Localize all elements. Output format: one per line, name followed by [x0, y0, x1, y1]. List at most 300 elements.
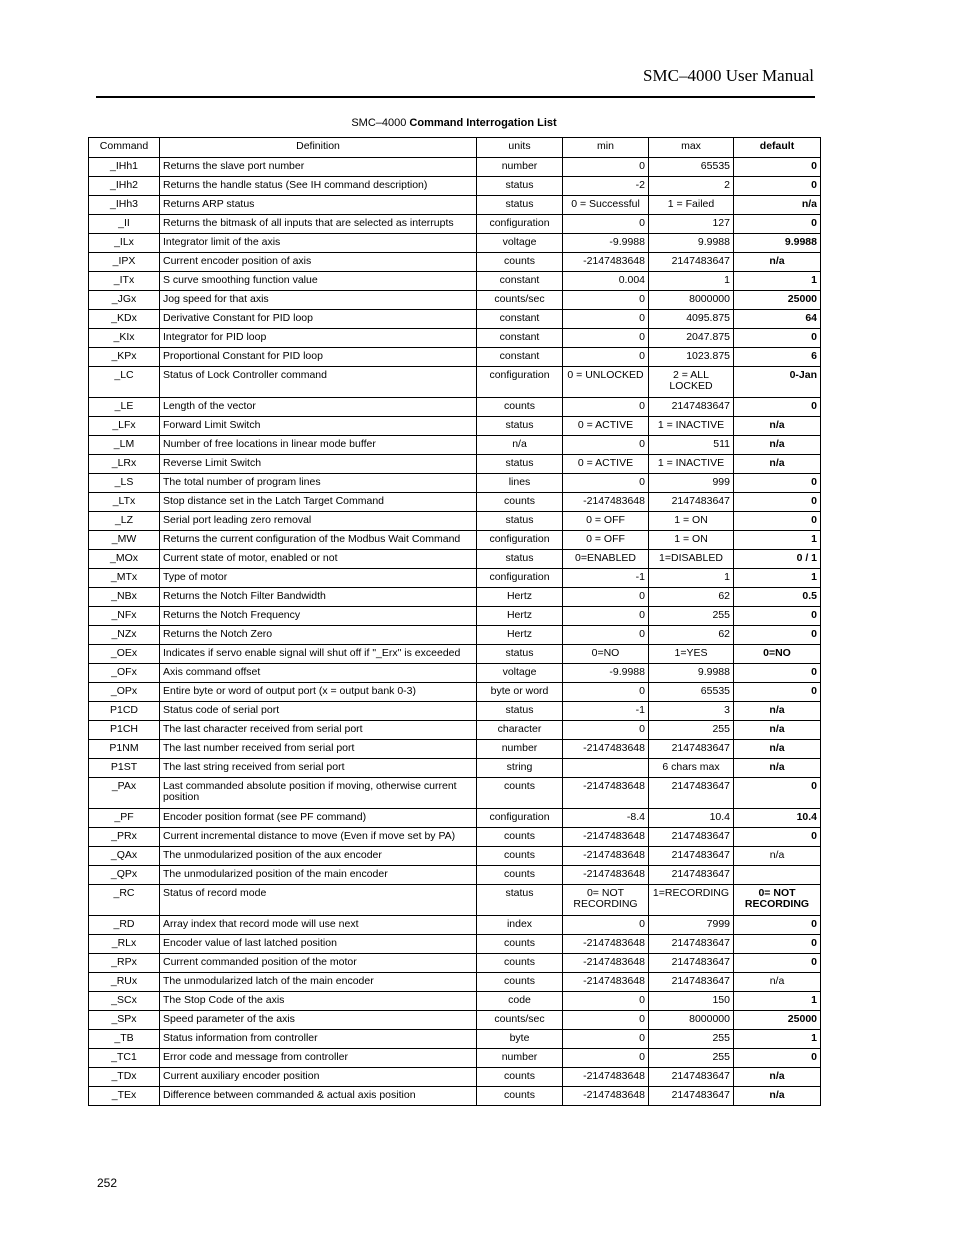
cell-definition: Serial port leading zero removal — [160, 512, 477, 531]
cell-default: n/a — [734, 253, 821, 272]
cell-default: n/a — [734, 702, 821, 721]
cell-command: _LRx — [89, 455, 160, 474]
header-divider — [96, 96, 815, 98]
cell-units: counts — [477, 398, 563, 417]
cell-min: -1 — [563, 569, 649, 588]
table-row — [89, 348, 821, 367]
cell-min: 0 — [563, 158, 649, 177]
cell-units: configuration — [477, 367, 563, 398]
table-row — [89, 973, 821, 992]
cell-min: -2147483648 — [563, 828, 649, 847]
cell-min: 0 — [563, 348, 649, 367]
cell-units: counts/sec — [477, 291, 563, 310]
caption-prefix: SMC–4000 — [351, 117, 410, 129]
cell-units: counts — [477, 935, 563, 954]
table-row — [89, 417, 821, 436]
cell-units: status — [477, 512, 563, 531]
cell-definition: Length of the vector — [160, 398, 477, 417]
cell-max: 2147483647 — [649, 778, 734, 809]
cell-command: P1ST — [89, 759, 160, 778]
cell-min: 0 — [563, 215, 649, 234]
cell-default: n/a — [734, 1087, 821, 1106]
cell-units: configuration — [477, 531, 563, 550]
cell-default: 0 — [734, 683, 821, 702]
cell-command: _PRx — [89, 828, 160, 847]
cell-default: 1 — [734, 531, 821, 550]
table-row — [89, 1030, 821, 1049]
cell-command: P1CD — [89, 702, 160, 721]
cell-max: 1=DISABLED — [649, 550, 734, 569]
cell-default: n/a — [734, 417, 821, 436]
table-row — [89, 493, 821, 512]
table-row — [89, 916, 821, 935]
table-row — [89, 569, 821, 588]
table-caption — [88, 117, 820, 129]
cell-definition: The last character received from serial port — [160, 721, 477, 740]
cell-min: 0 — [563, 1030, 649, 1049]
cell-units: counts — [477, 1087, 563, 1106]
table-row — [89, 1068, 821, 1087]
cell-command: _QAx — [89, 847, 160, 866]
cell-units: counts — [477, 778, 563, 809]
cell-default: 25000 — [734, 291, 821, 310]
column-header-default: default — [734, 138, 821, 158]
cell-command: _LZ — [89, 512, 160, 531]
cell-units: constant — [477, 329, 563, 348]
table-row — [89, 1049, 821, 1068]
table-row — [89, 329, 821, 348]
cell-min: 0=ENABLED — [563, 550, 649, 569]
cell-units: index — [477, 916, 563, 935]
cell-command: _IHh3 — [89, 196, 160, 215]
table-row — [89, 177, 821, 196]
cell-max: 65535 — [649, 158, 734, 177]
cell-definition: Returns the slave port number — [160, 158, 477, 177]
cell-min: -2147483648 — [563, 740, 649, 759]
cell-max: 1 = Failed — [649, 196, 734, 215]
cell-definition: Returns the bitmask of all inputs that are selected as interrupts — [160, 215, 477, 234]
cell-definition: Reverse Limit Switch — [160, 455, 477, 474]
cell-definition: Status of Lock Controller command — [160, 367, 477, 398]
cell-max: 62 — [649, 626, 734, 645]
cell-max: 127 — [649, 215, 734, 234]
cell-max: 511 — [649, 436, 734, 455]
cell-command: _LS — [89, 474, 160, 493]
cell-min: -8.4 — [563, 809, 649, 828]
cell-units: counts — [477, 828, 563, 847]
cell-definition: S curve smoothing function value — [160, 272, 477, 291]
cell-definition: Proportional Constant for PID loop — [160, 348, 477, 367]
cell-units: status — [477, 177, 563, 196]
cell-min: -2 — [563, 177, 649, 196]
cell-definition: Type of motor — [160, 569, 477, 588]
cell-max: 1=RECORDING — [649, 885, 734, 916]
cell-units: counts — [477, 1068, 563, 1087]
cell-command: _QPx — [89, 866, 160, 885]
cell-max: 1 — [649, 272, 734, 291]
table-row — [89, 778, 821, 809]
cell-definition: Returns ARP status — [160, 196, 477, 215]
table-row — [89, 702, 821, 721]
cell-definition: Axis command offset — [160, 664, 477, 683]
cell-command: _IHh2 — [89, 177, 160, 196]
cell-min: 0 — [563, 291, 649, 310]
table-row — [89, 809, 821, 828]
cell-default: 0 — [734, 1049, 821, 1068]
cell-units: status — [477, 550, 563, 569]
cell-definition: Indicates if servo enable signal will shut off if "_Erx" is exceeded — [160, 645, 477, 664]
cell-units: string — [477, 759, 563, 778]
cell-command: _TB — [89, 1030, 160, 1049]
cell-max: 6 chars max — [649, 759, 734, 778]
cell-units: number — [477, 158, 563, 177]
cell-definition: Current incremental distance to move (Even if move set by PA) — [160, 828, 477, 847]
cell-min: 0 — [563, 310, 649, 329]
cell-units: number — [477, 1049, 563, 1068]
table-row — [89, 645, 821, 664]
cell-definition: The unmodularized position of the main encoder — [160, 866, 477, 885]
cell-max: 10.4 — [649, 809, 734, 828]
column-header-units: units — [477, 138, 563, 158]
caption-bold: Command Interrogation List — [409, 117, 557, 129]
command-interrogation-table — [88, 137, 821, 1106]
table-row — [89, 828, 821, 847]
cell-max: 2147483647 — [649, 493, 734, 512]
cell-units: configuration — [477, 569, 563, 588]
cell-default: 0 — [734, 916, 821, 935]
page-header-title: SMC–4000 User Manual — [643, 66, 814, 85]
cell-command: _OPx — [89, 683, 160, 702]
cell-units: counts — [477, 973, 563, 992]
cell-default: n/a — [734, 759, 821, 778]
cell-min: -2147483648 — [563, 493, 649, 512]
cell-min: 0 — [563, 474, 649, 493]
cell-default: 0 — [734, 828, 821, 847]
cell-default: 1 — [734, 272, 821, 291]
table-row — [89, 1011, 821, 1030]
cell-default: 0 — [734, 626, 821, 645]
cell-min: -2147483648 — [563, 973, 649, 992]
cell-default: 10.4 — [734, 809, 821, 828]
table-header-row — [89, 138, 821, 158]
cell-max: 2147483647 — [649, 740, 734, 759]
cell-default: 1 — [734, 992, 821, 1011]
cell-command: _LE — [89, 398, 160, 417]
cell-definition: The unmodularized position of the aux encoder — [160, 847, 477, 866]
table-row — [89, 291, 821, 310]
cell-min: -2147483648 — [563, 1068, 649, 1087]
column-header-definition: Definition — [160, 138, 477, 158]
cell-definition: Jog speed for that axis — [160, 291, 477, 310]
cell-min: -1 — [563, 702, 649, 721]
cell-default: 0 — [734, 664, 821, 683]
table-row — [89, 234, 821, 253]
cell-command: _PF — [89, 809, 160, 828]
cell-min: -2147483648 — [563, 935, 649, 954]
cell-definition: Returns the Notch Zero — [160, 626, 477, 645]
cell-units: code — [477, 992, 563, 1011]
cell-definition: Integrator limit of the axis — [160, 234, 477, 253]
cell-max: 9.9988 — [649, 234, 734, 253]
cell-command: _IPX — [89, 253, 160, 272]
cell-units: status — [477, 196, 563, 215]
cell-units: counts — [477, 847, 563, 866]
cell-command: _RPx — [89, 954, 160, 973]
cell-max: 7999 — [649, 916, 734, 935]
cell-max: 1 = ON — [649, 531, 734, 550]
cell-definition: Returns the Notch Frequency — [160, 607, 477, 626]
table-row — [89, 588, 821, 607]
cell-default: n/a — [734, 847, 821, 866]
cell-definition: Difference between commanded & actual axis position — [160, 1087, 477, 1106]
cell-max: 1=YES — [649, 645, 734, 664]
cell-command: _KIx — [89, 329, 160, 348]
column-header-command: Command — [89, 138, 160, 158]
cell-default: 0.5 — [734, 588, 821, 607]
table-row — [89, 253, 821, 272]
cell-max: 4095.875 — [649, 310, 734, 329]
cell-units: counts — [477, 954, 563, 973]
cell-max: 65535 — [649, 683, 734, 702]
cell-command: _MTx — [89, 569, 160, 588]
cell-max: 2147483647 — [649, 935, 734, 954]
cell-min — [563, 759, 649, 778]
cell-units: voltage — [477, 664, 563, 683]
cell-command: _NBx — [89, 588, 160, 607]
cell-min: -2147483648 — [563, 866, 649, 885]
cell-default: 0 — [734, 607, 821, 626]
table-row — [89, 196, 821, 215]
cell-min: 0 — [563, 626, 649, 645]
cell-command: _KPx — [89, 348, 160, 367]
cell-command: _LM — [89, 436, 160, 455]
cell-max: 2047.875 — [649, 329, 734, 348]
cell-default: 25000 — [734, 1011, 821, 1030]
cell-max: 2147483647 — [649, 866, 734, 885]
table-row — [89, 398, 821, 417]
table-row — [89, 367, 821, 398]
cell-units: Hertz — [477, 607, 563, 626]
cell-default: n/a — [734, 436, 821, 455]
cell-default: n/a — [734, 196, 821, 215]
cell-default: 0 — [734, 512, 821, 531]
table-row — [89, 215, 821, 234]
cell-command: _IHh1 — [89, 158, 160, 177]
cell-default: 0=NO — [734, 645, 821, 664]
cell-units: Hertz — [477, 588, 563, 607]
cell-definition: Encoder value of last latched position — [160, 935, 477, 954]
cell-default: n/a — [734, 1068, 821, 1087]
cell-min: 0 = ACTIVE — [563, 455, 649, 474]
cell-command: _OFx — [89, 664, 160, 683]
cell-max: 1023.875 — [649, 348, 734, 367]
cell-min: 0 — [563, 607, 649, 626]
cell-default: 0 — [734, 329, 821, 348]
table-row — [89, 158, 821, 177]
cell-definition: Current commanded position of the motor — [160, 954, 477, 973]
cell-min: 0 — [563, 683, 649, 702]
cell-max: 2147483647 — [649, 828, 734, 847]
table-row — [89, 740, 821, 759]
cell-max: 1 — [649, 569, 734, 588]
cell-command: _ITx — [89, 272, 160, 291]
cell-min: -2147483648 — [563, 253, 649, 272]
cell-default: 6 — [734, 348, 821, 367]
cell-max: 1 = INACTIVE — [649, 455, 734, 474]
cell-max: 2147483647 — [649, 954, 734, 973]
cell-command: _TC1 — [89, 1049, 160, 1068]
cell-command: _MOx — [89, 550, 160, 569]
table-row — [89, 992, 821, 1011]
cell-max: 255 — [649, 1049, 734, 1068]
cell-default: 0 — [734, 158, 821, 177]
cell-default: 0 — [734, 935, 821, 954]
cell-default — [734, 866, 821, 885]
table-row — [89, 885, 821, 916]
cell-units: byte or word — [477, 683, 563, 702]
table-row — [89, 455, 821, 474]
cell-units: number — [477, 740, 563, 759]
cell-definition: Entire byte or word of output port (x = output bank 0-3) — [160, 683, 477, 702]
cell-definition: Integrator for PID loop — [160, 329, 477, 348]
cell-max: 2 — [649, 177, 734, 196]
cell-units: counts/sec — [477, 1011, 563, 1030]
cell-definition: The last number received from serial port — [160, 740, 477, 759]
cell-definition: The unmodularized latch of the main encoder — [160, 973, 477, 992]
table-row — [89, 436, 821, 455]
cell-units: configuration — [477, 809, 563, 828]
cell-definition: The total number of program lines — [160, 474, 477, 493]
table-row — [89, 531, 821, 550]
cell-definition: Stop distance set in the Latch Target Command — [160, 493, 477, 512]
cell-min: 0=NO — [563, 645, 649, 664]
cell-units: counts — [477, 866, 563, 885]
cell-max: 2 = ALL LOCKED — [649, 367, 734, 398]
cell-default: 64 — [734, 310, 821, 329]
cell-units: voltage — [477, 234, 563, 253]
cell-command: _PAx — [89, 778, 160, 809]
cell-default: 0 — [734, 177, 821, 196]
cell-default: 0-Jan — [734, 367, 821, 398]
table-row — [89, 512, 821, 531]
cell-units: constant — [477, 310, 563, 329]
table-row — [89, 866, 821, 885]
cell-min: 0 — [563, 436, 649, 455]
cell-min: 0 = UNLOCKED — [563, 367, 649, 398]
cell-default: 1 — [734, 569, 821, 588]
cell-definition: Current encoder position of axis — [160, 253, 477, 272]
cell-definition: Array index that record mode will use next — [160, 916, 477, 935]
cell-definition: Last commanded absolute position if moving, otherwise current position — [160, 778, 477, 809]
cell-units: status — [477, 885, 563, 916]
cell-definition: Returns the Notch Filter Bandwidth — [160, 588, 477, 607]
cell-command: _ILx — [89, 234, 160, 253]
cell-definition: Status code of serial port — [160, 702, 477, 721]
cell-command: _LC — [89, 367, 160, 398]
cell-definition: Number of free locations in linear mode buffer — [160, 436, 477, 455]
table-row — [89, 550, 821, 569]
cell-default: n/a — [734, 973, 821, 992]
cell-max: 9.9988 — [649, 664, 734, 683]
cell-default: 0 — [734, 778, 821, 809]
cell-units: status — [477, 455, 563, 474]
cell-max: 62 — [649, 588, 734, 607]
cell-min: -2147483648 — [563, 778, 649, 809]
cell-command: _NFx — [89, 607, 160, 626]
cell-units: status — [477, 417, 563, 436]
cell-max: 8000000 — [649, 291, 734, 310]
table-body — [89, 158, 821, 1106]
cell-min: 0 — [563, 916, 649, 935]
cell-default: n/a — [734, 721, 821, 740]
cell-max: 2147483647 — [649, 1087, 734, 1106]
table-row — [89, 1087, 821, 1106]
cell-min: 0 — [563, 1011, 649, 1030]
cell-min: 0 — [563, 398, 649, 417]
cell-max: 2147483647 — [649, 847, 734, 866]
cell-units: counts — [477, 253, 563, 272]
cell-definition: Returns the handle status (See IH command description) — [160, 177, 477, 196]
cell-command: P1CH — [89, 721, 160, 740]
table-row — [89, 721, 821, 740]
cell-default: n/a — [734, 740, 821, 759]
cell-min: -2147483648 — [563, 847, 649, 866]
cell-min: -2147483648 — [563, 954, 649, 973]
cell-units: configuration — [477, 215, 563, 234]
column-header-min: min — [563, 138, 649, 158]
cell-default: n/a — [734, 455, 821, 474]
cell-min: 0 = OFF — [563, 531, 649, 550]
cell-definition: Current state of motor, enabled or not — [160, 550, 477, 569]
cell-min: 0.004 — [563, 272, 649, 291]
cell-command: _JGx — [89, 291, 160, 310]
cell-definition: Forward Limit Switch — [160, 417, 477, 436]
cell-min: 0 — [563, 588, 649, 607]
cell-default: 0 — [734, 954, 821, 973]
cell-units: byte — [477, 1030, 563, 1049]
table-row — [89, 272, 821, 291]
cell-max: 255 — [649, 607, 734, 626]
cell-units: Hertz — [477, 626, 563, 645]
cell-command: _RUx — [89, 973, 160, 992]
cell-definition: The last string received from serial port — [160, 759, 477, 778]
cell-min: 0 = ACTIVE — [563, 417, 649, 436]
cell-command: _RC — [89, 885, 160, 916]
cell-definition: Status of record mode — [160, 885, 477, 916]
cell-command: _TDx — [89, 1068, 160, 1087]
cell-units: constant — [477, 272, 563, 291]
cell-default: 0 — [734, 398, 821, 417]
table-row — [89, 664, 821, 683]
cell-units: lines — [477, 474, 563, 493]
cell-definition: Current auxiliary encoder position — [160, 1068, 477, 1087]
cell-default: 9.9988 — [734, 234, 821, 253]
cell-definition: Derivative Constant for PID loop — [160, 310, 477, 329]
cell-max: 1 = ON — [649, 512, 734, 531]
cell-max: 2147483647 — [649, 973, 734, 992]
cell-command: _RD — [89, 916, 160, 935]
cell-max: 999 — [649, 474, 734, 493]
cell-units: n/a — [477, 436, 563, 455]
cell-min: 0 — [563, 721, 649, 740]
cell-min: 0 — [563, 992, 649, 1011]
cell-units: status — [477, 645, 563, 664]
table-row — [89, 935, 821, 954]
cell-max: 2147483647 — [649, 1068, 734, 1087]
cell-min: 0 = Successful — [563, 196, 649, 215]
cell-units: character — [477, 721, 563, 740]
cell-default: 0 — [734, 474, 821, 493]
